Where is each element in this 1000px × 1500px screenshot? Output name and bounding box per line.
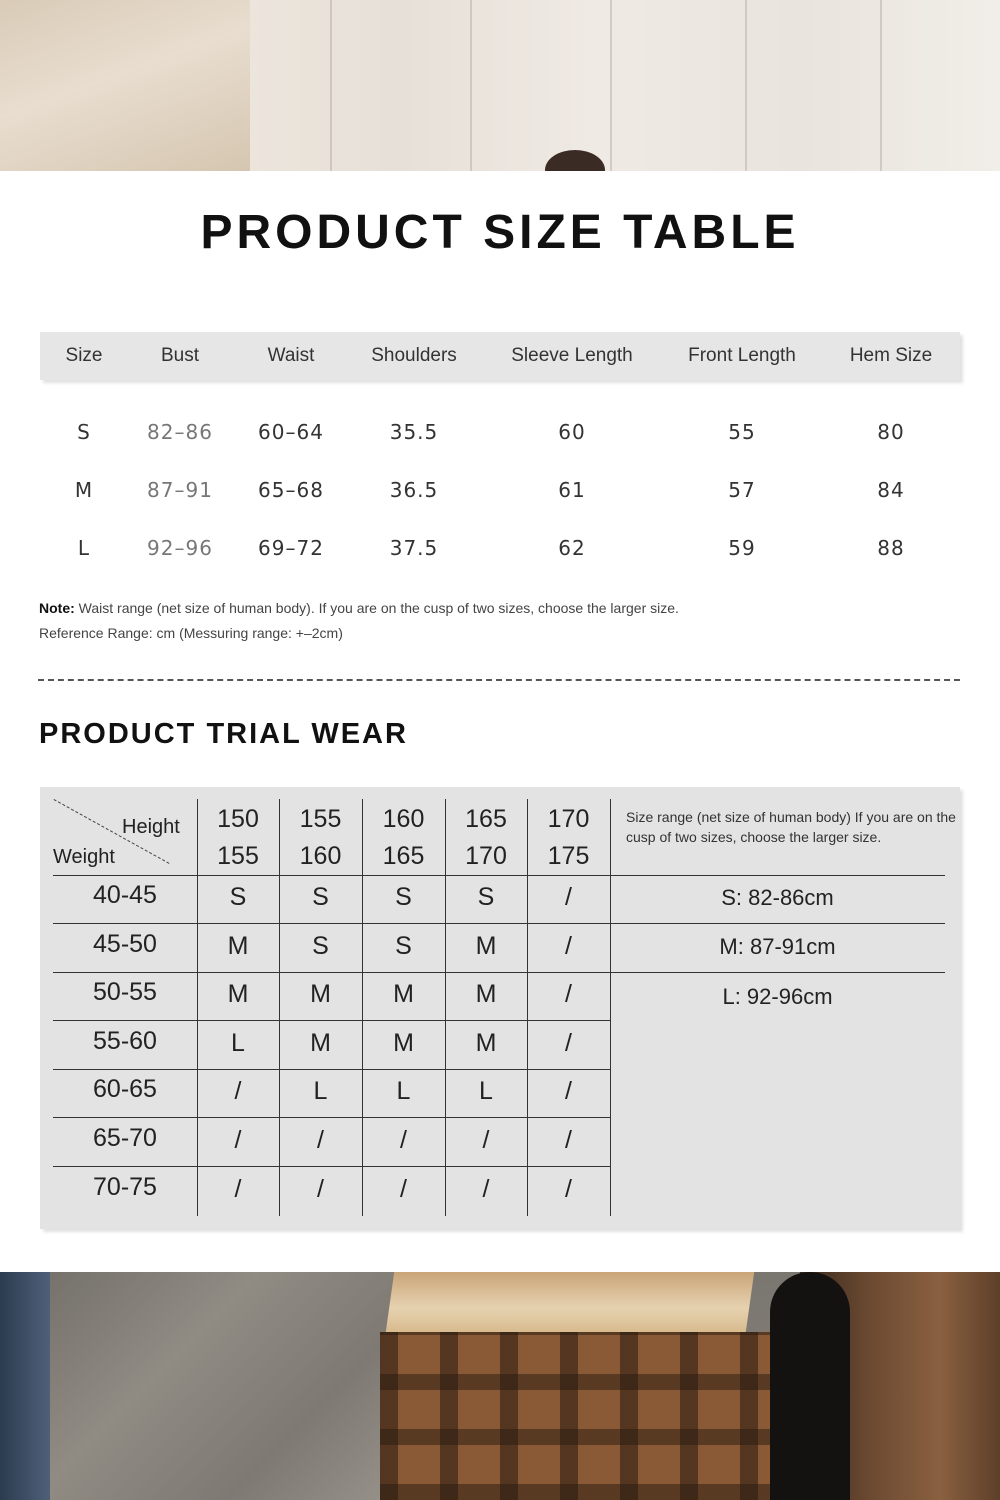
note-line-1: Waist range (net size of human body). If you are on the cusp of two sizes, choose the larger size. xyxy=(74,600,679,616)
weight-range-label: 45-50 xyxy=(93,929,157,958)
recommended-size-cell: / xyxy=(565,1028,572,1057)
wall-plank xyxy=(330,0,332,171)
size-range-description: Size range (net size of human body) If you are on the cusp of two sizes, choose the larger size. xyxy=(626,809,956,845)
height-range-start: 160 xyxy=(382,805,425,833)
height-range-start: 170 xyxy=(547,805,590,833)
size-table-cell: 69–72 xyxy=(258,536,324,560)
size-table-cell: 36.5 xyxy=(389,478,439,502)
height-range-header xyxy=(527,801,610,875)
grid-line-horizontal xyxy=(53,875,945,876)
size-table-cell: 80 xyxy=(877,420,905,444)
height-range-end: 175 xyxy=(547,842,590,870)
recommended-size-cell: M xyxy=(475,1028,497,1057)
height-range-header xyxy=(197,801,279,875)
size-table-cell: 55 xyxy=(728,420,756,444)
height-range-end: 160 xyxy=(299,842,342,870)
size-table-header xyxy=(40,332,960,380)
bust-range-label: S: 82-86cm xyxy=(721,885,834,910)
size-table-cell: 84 xyxy=(877,478,905,502)
recommended-size-cell: S xyxy=(312,883,329,911)
recommended-size-cell: / xyxy=(565,1125,572,1154)
size-table-cell: 92–96 xyxy=(147,536,213,560)
dashed-divider xyxy=(38,679,960,681)
grid-line-horizontal xyxy=(53,1117,610,1118)
bust-range-label: M: 87-91cm xyxy=(719,934,836,959)
recommended-size-cell: / xyxy=(565,980,572,1008)
open-book xyxy=(386,1272,754,1332)
bottom-photo xyxy=(0,1272,1000,1500)
size-table-cell: 65–68 xyxy=(258,478,324,502)
recommended-size-cell: / xyxy=(482,1125,490,1154)
recommended-size-cell: S xyxy=(395,883,412,911)
size-column-header: Sleeve Length xyxy=(511,345,633,366)
height-range-start: 155 xyxy=(299,805,342,833)
recommended-size-cell: S xyxy=(229,883,247,911)
recommended-size-cell: L xyxy=(313,1077,328,1105)
grid-line-horizontal xyxy=(53,923,945,924)
recommended-size-cell: S xyxy=(477,883,495,911)
size-table-cell: L xyxy=(77,536,91,560)
height-range-end: 155 xyxy=(217,842,259,870)
size-table xyxy=(40,332,960,560)
recommended-size-cell: / xyxy=(234,1125,242,1154)
wall-texture xyxy=(0,0,250,171)
size-column-header: Bust xyxy=(160,345,200,366)
grid-line-horizontal xyxy=(53,1069,610,1070)
recommended-size-cell: M xyxy=(393,1028,414,1057)
recommended-size-cell: / xyxy=(317,1125,324,1154)
grid-line-horizontal xyxy=(53,972,945,973)
section-title: PRODUCT TRIAL WEAR xyxy=(39,718,408,750)
wall-plank xyxy=(610,0,612,171)
recommended-size-cell: M xyxy=(393,980,414,1008)
size-table-cell: 60–64 xyxy=(258,420,324,444)
weight-range-label: 55-60 xyxy=(93,1026,157,1055)
black-post xyxy=(770,1272,850,1500)
wall-plank xyxy=(470,0,472,171)
height-range-end: 165 xyxy=(382,842,425,870)
grid-line-horizontal xyxy=(53,1166,610,1167)
recommended-size-cell: L xyxy=(479,1077,493,1105)
recommended-size-cell: L xyxy=(231,1028,245,1057)
size-table-cell: 57 xyxy=(728,478,756,502)
size-column-header: Hem Size xyxy=(849,345,933,366)
recommended-size-cell: / xyxy=(565,931,572,960)
size-column-header: Shoulders xyxy=(371,345,457,366)
size-column-header: Size xyxy=(65,345,103,366)
size-column-header: Waist xyxy=(267,345,315,366)
size-table-cell: 37.5 xyxy=(389,536,439,560)
size-note xyxy=(39,596,679,646)
page-title: PRODUCT SIZE TABLE xyxy=(200,206,800,259)
weight-range-label: 60-65 xyxy=(93,1075,157,1103)
model-head xyxy=(545,150,605,171)
recommended-size-cell: / xyxy=(565,1077,572,1105)
recommended-size-cell: / xyxy=(565,1175,572,1203)
note-label: Note: xyxy=(39,600,75,616)
size-table-cell: 61 xyxy=(558,478,586,502)
height-range-start: 150 xyxy=(217,805,259,833)
recommended-size-cell: / xyxy=(234,1175,242,1203)
height-range-header xyxy=(279,801,362,875)
height-range-end: 170 xyxy=(465,842,507,870)
grid-line-horizontal xyxy=(53,1020,610,1021)
recommended-size-cell: M xyxy=(227,931,249,960)
recommended-size-cell: / xyxy=(565,883,572,911)
weight-range-label: 50-55 xyxy=(93,978,157,1006)
size-table-row xyxy=(40,536,960,566)
weight-range-label: 70-75 xyxy=(93,1173,157,1201)
size-table-cell: S xyxy=(77,420,91,444)
wall-plank xyxy=(745,0,747,171)
height-range-start: 165 xyxy=(465,805,507,833)
size-table-cell: 87–91 xyxy=(147,478,213,502)
weight-range-label: 65-70 xyxy=(93,1123,157,1152)
recommended-size-cell: / xyxy=(400,1175,407,1203)
size-column-header: Front Length xyxy=(688,345,796,366)
pavement xyxy=(0,1272,420,1500)
recommended-size-cell: M xyxy=(475,931,497,960)
wall-plank xyxy=(880,0,882,171)
weight-label: Weight xyxy=(53,846,115,868)
weight-range-label: 40-45 xyxy=(93,881,157,909)
recommended-size-cell: S xyxy=(312,931,329,960)
bust-range-label: L: 92-96cm xyxy=(722,984,833,1009)
recommended-size-cell: / xyxy=(317,1175,324,1203)
top-photo xyxy=(0,0,1000,171)
size-table-cell: 60 xyxy=(558,420,586,444)
size-table-row xyxy=(40,478,960,508)
recommended-size-cell: S xyxy=(395,931,412,960)
recommended-size-cell: M xyxy=(475,980,497,1008)
height-range-header xyxy=(445,801,527,875)
recommended-size-cell: / xyxy=(482,1175,490,1203)
recommended-size-cell: M xyxy=(227,980,249,1008)
recommended-size-cell: L xyxy=(396,1077,411,1105)
trial-wear-table xyxy=(40,787,960,1229)
size-table-cell: M xyxy=(74,478,94,502)
note-line-2: Reference Range: cm (Messuring range: +–2cm) xyxy=(39,625,343,641)
size-table-cell: 62 xyxy=(558,536,586,560)
height-label: Height xyxy=(122,816,180,838)
recommended-size-cell: M xyxy=(310,1028,331,1057)
height-range-header xyxy=(362,801,445,875)
size-table-cell: 82–86 xyxy=(147,420,213,444)
size-table-row xyxy=(40,420,960,450)
size-table-cell: 35.5 xyxy=(389,420,439,444)
size-table-cell: 88 xyxy=(877,536,905,560)
recommended-size-cell: / xyxy=(400,1125,407,1154)
recommended-size-cell: / xyxy=(234,1077,242,1105)
recommended-size-cell: M xyxy=(310,980,331,1008)
size-table-cell: 59 xyxy=(728,536,756,560)
denim-leg xyxy=(0,1272,50,1500)
plaid-skirt xyxy=(380,1332,770,1500)
